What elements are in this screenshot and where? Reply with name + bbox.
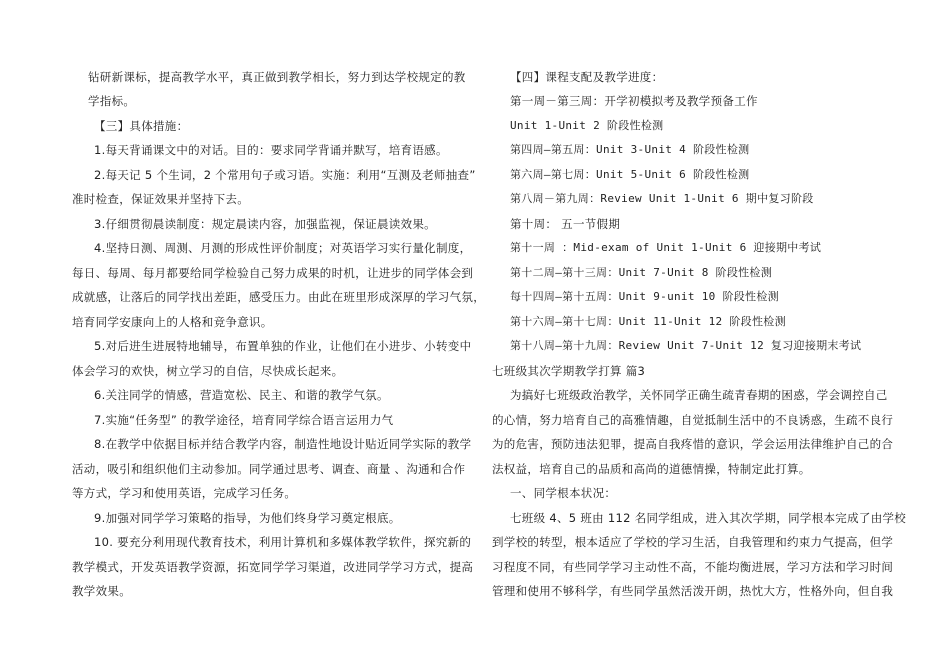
paragraph-line: 为的危害，预防违法犯罪，提高自我疼惜的意识，学会运用法律维护自己的合: [492, 437, 894, 451]
paragraph-line: 习程度不同，有些同学学习主动性不高，不能均衡进展，学习方法和学习时间: [492, 560, 894, 574]
paragraph-line: 4.坚持日测、周测、月测的形成性评价制度；对英语学习实行量化制度，: [94, 241, 472, 255]
paragraph-line: 准时检查，保证效果并坚持下去。: [72, 192, 249, 206]
paragraph-line: 教学模式，开发英语教学资源，拓宽同学学习渠道，改进同学学习方式，提高: [72, 560, 474, 574]
paragraph-line: 1.每天背诵课文中的对话。目的：要求同学背诵并默写，培育语感。: [94, 143, 448, 157]
schedule-line: 每十四周—第十五周：Unit 9-unit 10 阶段性检测: [510, 290, 779, 303]
paragraph-line: 10. 要充分利用现代教育技术，利用计算机和多媒体教学软件，探究新的: [94, 535, 472, 549]
paragraph-line: 等方式，学习和使用英语，完成学习任务。: [72, 486, 297, 500]
schedule-line: 第十周： 五一节假期: [510, 217, 621, 231]
paragraph-line: 9.加强对同学学习策略的指导，为他们终身学习奠定根底。: [94, 511, 401, 525]
paragraph-line: 的心情，努力培育自己的高雅情趣，自觉抵制生活中的不良诱惑，生疏不良行: [492, 413, 894, 427]
schedule-line: 第十六周—第十七周：Unit 11-Unit 12 阶段性检测: [510, 315, 786, 328]
paragraph-line: 成就感，让落后的同学找出差距，感受压力。由此在班里形成深厚的学习气氛，: [72, 290, 485, 304]
paragraph-line: 5.对后进生进展特地辅导，布置单独的作业，让他们在小进步、小转变中: [94, 339, 472, 353]
schedule-line: 第六周—第七周：Unit 5-Unit 6 阶段性检测: [510, 168, 750, 181]
paragraph-line: 体会学习的欢快，树立学习的自信，尽快成长起来。: [72, 364, 344, 378]
section-heading: 一、同学根本状况：: [510, 486, 617, 500]
paragraph-line: 为搞好七班级政治教学，关怀同学正确生疏青春期的困惑，学会调控自己: [510, 388, 888, 402]
section-heading: 【四】课程支配及教学进度：: [510, 70, 664, 84]
schedule-line: 第一周－第三周：开学初模拟考及教学预备工作: [510, 94, 758, 108]
schedule-line: 第十八周—第十九周：Review Unit 7-Unit 12 复习迎接期末考试: [510, 339, 862, 352]
paragraph-line: 钻研新课标，提高教学水平，真正做到教学相长，努力到达学校规定的教: [88, 70, 466, 84]
schedule-line: 第八周－第九周：Review Unit 1-Unit 6 期中复习阶段: [510, 192, 814, 205]
paragraph-line: 7.实施“任务型” 的教学途径，培育同学综合语言运用力气: [94, 413, 394, 427]
document-title: 七班级其次学期教学打算 篇3: [492, 364, 646, 378]
paragraph-line: 管理和使用不够科学，有些同学虽然活泼开朗，热忱大方，性格外向，但自我: [492, 584, 894, 598]
schedule-line: Unit 1-Unit 2 阶段性检测: [510, 119, 664, 132]
section-heading: 【三】具体措施：: [94, 119, 189, 133]
paragraph-line: 七班级 4、5 班由 112 名同学组成，进入其次学期，同学根本完成了由学校: [510, 511, 907, 525]
paragraph-line: 2.每天记 5 个生词，2 个常用句子或习语。实施：利用“互测及老师抽查”: [94, 168, 476, 182]
paragraph-line: 教学效果。: [72, 584, 131, 598]
paragraph-line: 8.在教学中依据目标并结合教学内容，制造性地设计贴近同学实际的教学: [94, 437, 472, 451]
paragraph-line: 到学校的转型，根本适应了学校的学习生活，自我管理和约束力气提高，但学: [492, 535, 894, 549]
paragraph-line: 每日、每周、每月都要给同学检验自己努力成果的时机，让进步的同学体会到: [72, 266, 474, 280]
paragraph-line: 学指标。: [88, 94, 136, 108]
paragraph-line: 活动，吸引和组织他们主动参加。同学通过思考、调查、商量 、沟通和合作: [72, 462, 466, 476]
paragraph-line: 3.仔细贯彻晨读制度：规定晨读内容，加强监视，保证晨读效果。: [94, 217, 436, 231]
paragraph-line: 培育同学安康向上的人格和竞争意识。: [72, 315, 273, 329]
schedule-line: 第十一周 ：Mid-exam of Unit 1-Unit 6 迎接期中考试: [510, 241, 822, 254]
paragraph-line: 6.关注同学的情感，营造宽松、民主、和谐的教学气氛。: [94, 388, 389, 402]
schedule-line: 第十二周—第十三周：Unit 7-Unit 8 阶段性检测: [510, 266, 773, 279]
schedule-line: 第四周—第五周：Unit 3-Unit 4 阶段性检测: [510, 143, 750, 156]
paragraph-line: 法权益，培育自己的品质和高尚的道德情操，特制定此打算。: [492, 462, 811, 476]
